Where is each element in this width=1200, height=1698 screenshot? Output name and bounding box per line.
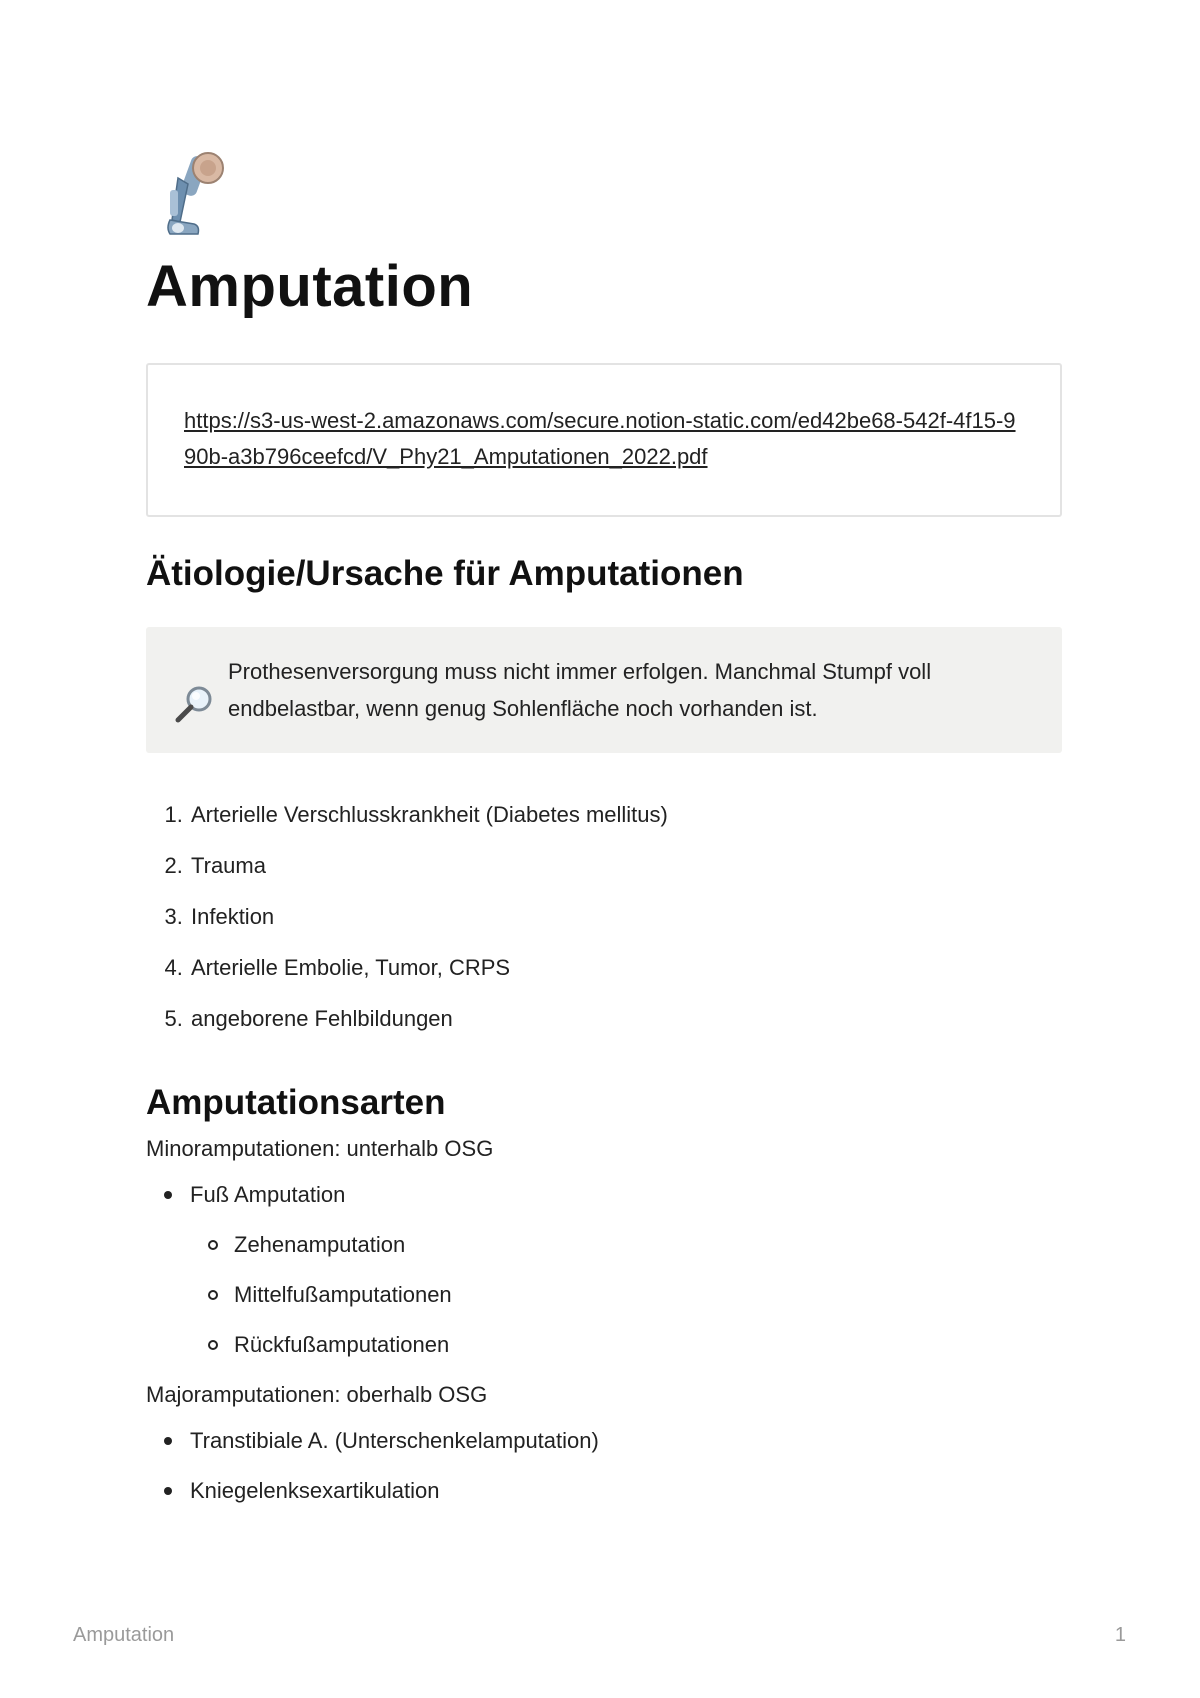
list-item <box>190 1416 1062 1466</box>
major-amputation-label: Majoramputationen: oberhalb OSG <box>146 1381 488 1407</box>
heading-etiology: Ätiologie/Ursache für Amputationen <box>146 553 744 593</box>
list-item: 3. Infektion <box>189 891 1062 942</box>
list-item <box>190 1170 1062 1370</box>
footer-page-number: 1 <box>1114 1624 1126 1646</box>
foot-amputation-sublist <box>190 1220 1062 1370</box>
circle-bullet-icon <box>208 1240 218 1250</box>
list-item: 2. Trauma <box>189 840 1062 891</box>
list-item-label: Fuß Amputation <box>190 1181 346 1207</box>
list-item: 1. Arterielle Verschlusskrankheit (Diabetes mellitus) <box>189 789 1062 840</box>
bullet-icon <box>164 1487 172 1495</box>
list-item-label: Rückfußamputationen <box>234 1331 450 1357</box>
minor-amputation-list <box>146 1170 1062 1370</box>
pdf-link[interactable]: https://s3-us-west-2.amazonaws.com/secure.notion-static.com/ed42be68-542f-4f15-990b-a3b796ceefcd/V_Phy21_Amputationen_2022.pdf <box>184 407 1016 469</box>
list-item <box>234 1220 1062 1270</box>
list-item-label: Zehenamputation <box>234 1231 406 1257</box>
footer-title: Amputation <box>73 1624 175 1646</box>
list-item: 4. Arterielle Embolie, Tumor, CRPS <box>189 942 1062 993</box>
bullet-icon <box>164 1191 172 1199</box>
bullet-icon <box>164 1437 172 1445</box>
list-item <box>234 1320 1062 1370</box>
mechanical-leg-icon <box>156 150 236 240</box>
list-item-label: Mittelfußamputationen <box>234 1281 452 1307</box>
page-content <box>146 150 1062 1516</box>
callout-block <box>146 627 1062 753</box>
list-item <box>234 1270 1062 1320</box>
magnifying-glass-icon <box>172 683 216 727</box>
causes-list <box>146 789 1062 1044</box>
major-amputation-list <box>146 1416 1062 1516</box>
list-item <box>190 1466 1062 1516</box>
circle-bullet-icon <box>208 1340 218 1350</box>
bookmark-block <box>146 363 1062 517</box>
list-item-label: Kniegelenksexartikulation <box>190 1477 440 1503</box>
minor-amputation-label: Minoramputationen: unterhalb OSG <box>146 1135 494 1161</box>
list-item-label: Transtibiale A. (Unterschenkelamputation) <box>190 1427 599 1453</box>
page-title: Amputation <box>146 254 474 319</box>
heading-amputation-types: Amputationsarten <box>146 1082 446 1122</box>
circle-bullet-icon <box>208 1290 218 1300</box>
callout-text: Prothesenversorgung muss nicht immer erfolgen. Manchmal Stumpf voll endbelastbar, wenn genug Sohlenfläche noch vorhanden ist. <box>228 658 932 721</box>
list-item: 5. angeborene Fehlbildungen <box>189 993 1062 1044</box>
